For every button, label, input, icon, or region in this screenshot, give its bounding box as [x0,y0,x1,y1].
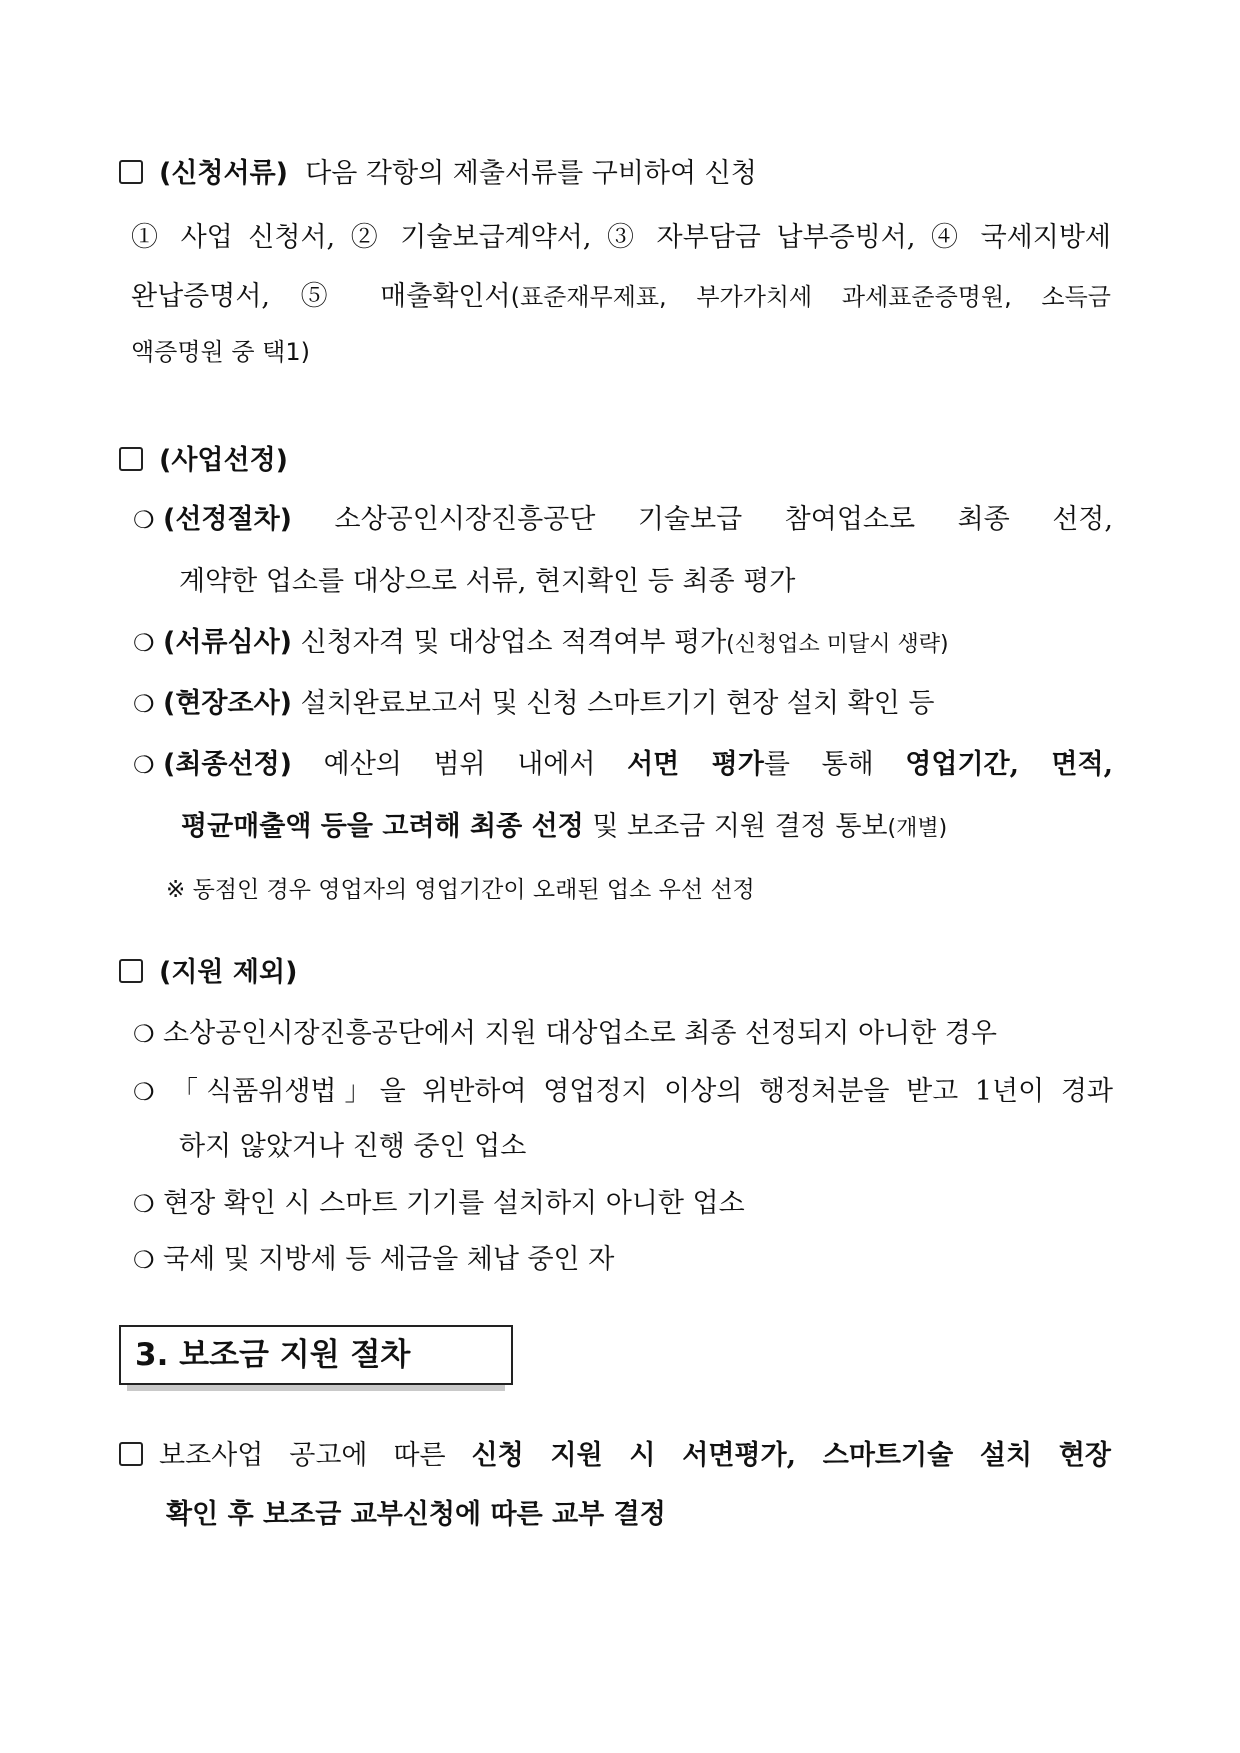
selection-procedure-cont: 계약한 업소를 대상으로 서류, 현지확인 등 최종 평가 [179,566,796,597]
document-review: ❍ (서류심사) 신청자격 및 대상업소 적격여부 평가(신청업소 미달시 생략) [133,625,949,663]
checkbox-square-icon [119,447,143,471]
section-text: 다음 각항의 제출서류를 구비하여 신청 [305,158,757,189]
circle-bullet-icon: ❍ [133,629,155,657]
circle-bullet-icon: ❍ [133,1246,155,1274]
procedure-description-cont: 확인 후 보조금 교부신청에 따른 교부 결정 [166,1499,666,1530]
site-inspection: ❍ (현장조사) 설치완료보고서 및 신청 스마트기기 현장 설치 확인 등 [133,686,935,722]
checkbox-square-icon [119,1442,143,1466]
section-title: (신청서류) [159,158,289,189]
doc-list-line-1: ① 사업 신청서, ② 기술보급계약서, ③ 자부담금 납부증빙서, ④ 국세지방세 [131,222,1111,253]
section-exclusions [119,955,297,991]
circle-bullet-icon: ❍ [133,1190,155,1218]
circle-bullet-icon: ❍ [133,1078,155,1106]
tie-break-note: ※ 동점인 경우 영업자의 영업기간이 오래된 업소 우선 선정 [166,877,755,903]
exclusion-item: ❍ 국세 및 지방세 등 세금을 체납 중인 자 [133,1242,614,1278]
checkbox-square-icon [119,160,143,184]
exclusion-item-cont: 하지 않았거나 진행 중인 업소 [179,1131,527,1162]
selection-procedure: ❍ (선정절차) 소상공인시장진흥공단 기술보급 참여업소로 최종 선정, [133,502,1113,538]
doc-list-line-2: 완납증명서, ⑤ 매출확인서(표준재무제표, 부가가치세 과세표준증명원, 소득금 [131,281,1111,312]
final-selection-cont: 평균매출액 등을 고려해 최종 선정 및 보조금 지원 결정 통보(개별) [181,811,948,842]
circle-bullet-icon: ❍ [133,1020,155,1048]
section-application-docs [119,156,757,192]
exclusion-item: ❍ 「식품위생법」을 위반하여 영업정지 이상의 행정처분을 받고 1년이 경과 [133,1074,1113,1110]
final-selection: ❍ (최종선정) 예산의 범위 내에서 서면 평가를 통해 영업기간, 면적, [133,747,1113,783]
section-title: (사업선정) [159,445,289,476]
procedure-description: 보조사업 공고에 따른 신청 지원 시 서면평가, 스마트기술 설치 현장 [119,1438,1111,1474]
subsidy-procedure-heading [119,1325,504,1389]
section-title: (지원 제외) [159,957,298,988]
heading-title: 3. 보조금 지원 절차 [119,1325,513,1385]
circle-bullet-icon: ❍ [133,690,155,718]
doc-list-line-3: 액증명원 중 택1) [131,338,310,366]
checkbox-square-icon [119,959,143,983]
exclusion-item: ❍ 현장 확인 시 스마트 기기를 설치하지 아니한 업소 [133,1186,745,1222]
circle-bullet-icon: ❍ [133,751,155,779]
exclusion-item: ❍ 소상공인시장진흥공단에서 지원 대상업소로 최종 선정되지 아니한 경우 [133,1016,997,1052]
section-selection [119,443,288,479]
circle-bullet-icon: ❍ [133,506,155,534]
